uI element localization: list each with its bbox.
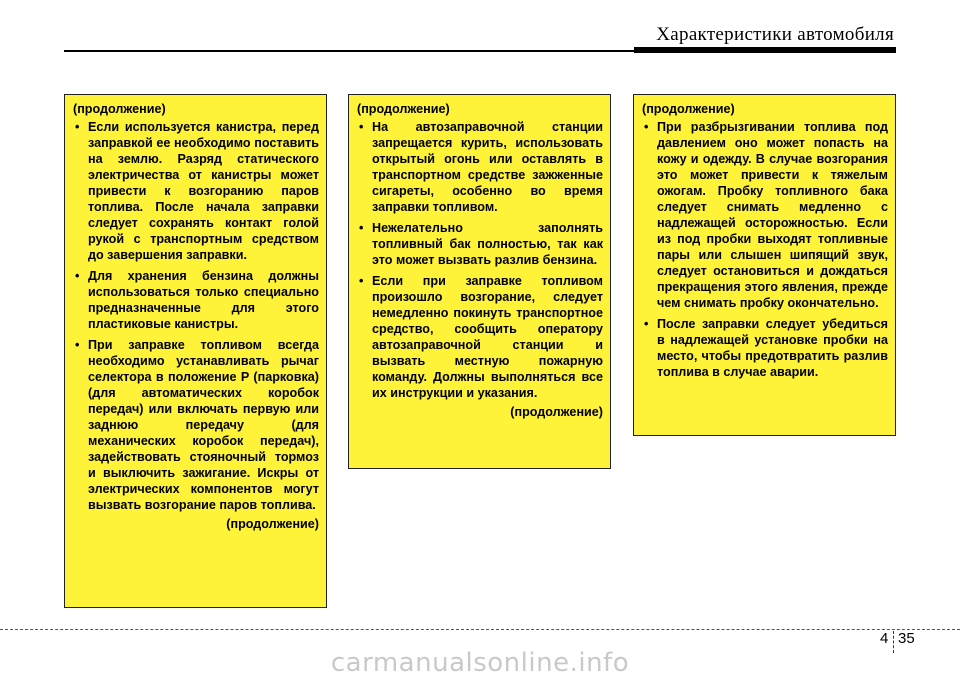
continued-label-top: (продолжение) xyxy=(73,102,166,116)
continued-label-top: (продолжение) xyxy=(357,102,450,116)
header-rule-accent xyxy=(634,47,896,53)
warning-item: • При разбрызгивании топлива под давлением оно может попасть на кожу и одежду. В случае возгорания это может привести к тяжелым ожогам. Пробку топливного бака следует снимать медленно с надлежащей осторожностью. Если из под пробки выходят топливные пары или слышен шипящий звук, следует остановиться и дождаться прекращения этого явления, прежде чем снимать пробку окончательно. xyxy=(642,119,888,311)
warning-item: • Для хранения бензина должны использоваться только специально предназначенные для этого пластиковые канистры. xyxy=(73,268,319,332)
warning-list xyxy=(642,119,888,380)
continued-label-top: (продолжение) xyxy=(642,102,735,116)
page-header-title: Характеристики автомобиля xyxy=(656,24,894,45)
warning-item: • Если при заправке топливом произошло возгорание, следует немедленно покинуть транспортное средство, сообщить оператору автозаправочной станции и вызвать местную пожарную команду. Должны выполняться все их инструкции и указания. xyxy=(357,273,603,401)
continued-label-bottom: (продолжение) xyxy=(510,405,603,419)
warning-box-2 xyxy=(348,94,611,469)
warning-item: • При заправке топливом всегда необходимо устанавливать рычаг селектора в положение P (парковка) (для автоматических коробок передач) или включать первую или заднюю передачу (для механических коробок передач), задействовать стояночный тормоз и выключить зажигание. Искры от электрических компонентов могут вызвать возгорание паров топлива. xyxy=(73,337,319,513)
warning-item: • Нежелательно заполнять топливный бак полностью, так как это может вызвать разлив бензина. xyxy=(357,220,603,268)
warning-item: • Если используется канистра, перед заправкой ее необходимо поставить на землю. Разряд статического электричества от канистры может привести к возгоранию паров топлива. После начала заправки следует сохранять контакт голой рукой с транспортным средством до завершения заправки. xyxy=(73,119,319,263)
warning-list xyxy=(357,119,603,401)
warning-box-3 xyxy=(633,94,896,436)
page-number: 35 xyxy=(898,630,915,647)
watermark: carmanualsonline.info xyxy=(330,648,630,678)
header-rule xyxy=(64,50,634,52)
warning-box-1 xyxy=(64,94,327,608)
warning-item: • После заправки следует убедиться в надлежащей установке пробки на место, чтобы предотвратить разлив топлива в случае аварии. xyxy=(642,316,888,380)
footer-divider xyxy=(0,629,960,630)
chapter-number: 4 xyxy=(880,630,889,647)
warning-list xyxy=(73,119,319,513)
continued-label-bottom: (продолжение) xyxy=(226,517,319,531)
warning-item: • На автозаправочной станции запрещается курить, использовать открытый огонь или оставлять в транспортном средстве зажженные сигареты, особенно во время заправки топливом. xyxy=(357,119,603,215)
